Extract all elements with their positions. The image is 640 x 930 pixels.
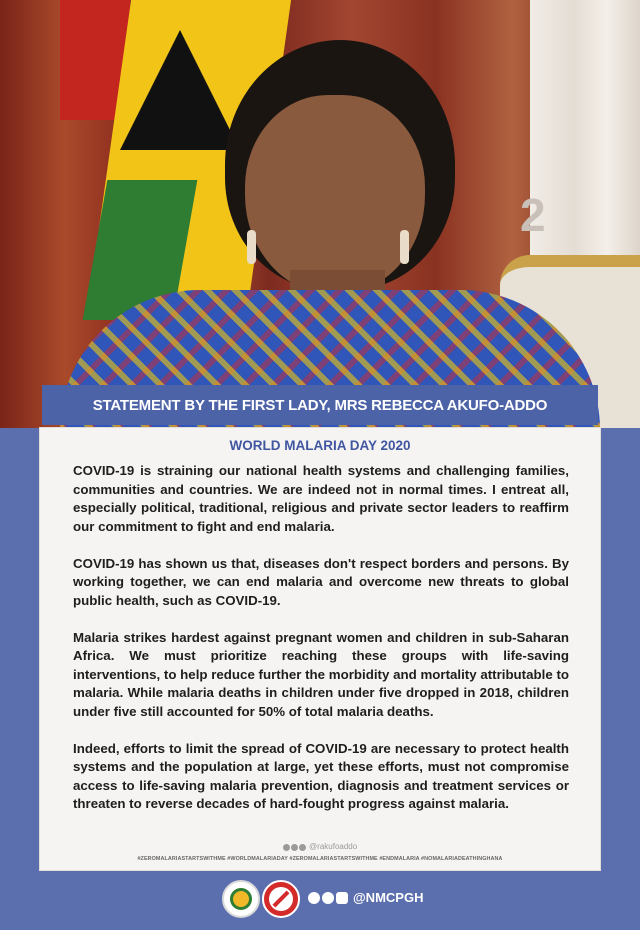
statement-card: [40, 428, 600, 870]
earring-right: [400, 230, 409, 264]
footer-social: [308, 890, 423, 905]
ghana-health-logo: [222, 880, 260, 918]
photo-number: 2: [520, 189, 546, 241]
social-icons: [283, 842, 307, 851]
portrait-photo: [0, 0, 640, 428]
paragraph-3: Malaria strikes hardest against pregnant women and children in sub-Saharan Africa. We must prioritize reaching these groups with life-saving interventions, to help reduce further the morbidity and mortality attributable to malaria. While malaria deaths in children under five dropped in 2018, children under five still accounted for 50% of total malaria deaths.: [73, 629, 569, 719]
footer-handle: @NMCPGH: [353, 890, 424, 905]
statement-banner: [42, 385, 598, 425]
twitter-icon: [322, 892, 334, 904]
banner-title: STATEMENT BY THE FIRST LADY, MRS REBECCA AKUFO-ADDO: [92, 396, 548, 414]
hashtags: #ZEROMALARIASTARTSWITHME #WORLDMALARIADAY #ZEROMALARIASTARTSWITHME #ENDMALARIA #NOMALARIADEATHINGHANA: [137, 856, 503, 862]
instagram-icon: [299, 844, 306, 851]
card-social: [40, 842, 600, 851]
footer: [0, 875, 640, 930]
face: [245, 95, 425, 295]
paragraph-1: COVID-19 is straining our national health systems and challenging families, communities and countries. We are indeed not in normal times. I entreat all, especially political, traditional, religious and private sector leaders to reaffirm our commitment to fight and end malaria.: [73, 463, 569, 534]
paragraph-4: Indeed, efforts to limit the spread of COVID-19 are necessary to protect health systems and the population at large, yet these efforts, must not compromise access to life-saving malaria prevention, diagnosis and treatment services or threaten to reverse decades of hard-fought progress against malaria.: [73, 740, 569, 811]
flag-black-star: [120, 30, 240, 150]
facebook-icon: [283, 844, 290, 851]
instagram-icon: [336, 892, 348, 904]
earring-left: [247, 230, 256, 264]
card-social-handle: @rakufoaddo: [309, 842, 358, 851]
twitter-icon: [291, 844, 298, 851]
card-heading: WORLD MALARIA DAY 2020: [229, 438, 411, 453]
no-mosquito-logo: [262, 880, 300, 918]
facebook-icon: [308, 892, 320, 904]
paragraph-2: COVID-19 has shown us that, diseases don't respect borders and persons. By working together, we can end malaria and overcome new threats to global public health, such as COVID-19.: [73, 555, 569, 608]
statement-body: [73, 462, 569, 832]
